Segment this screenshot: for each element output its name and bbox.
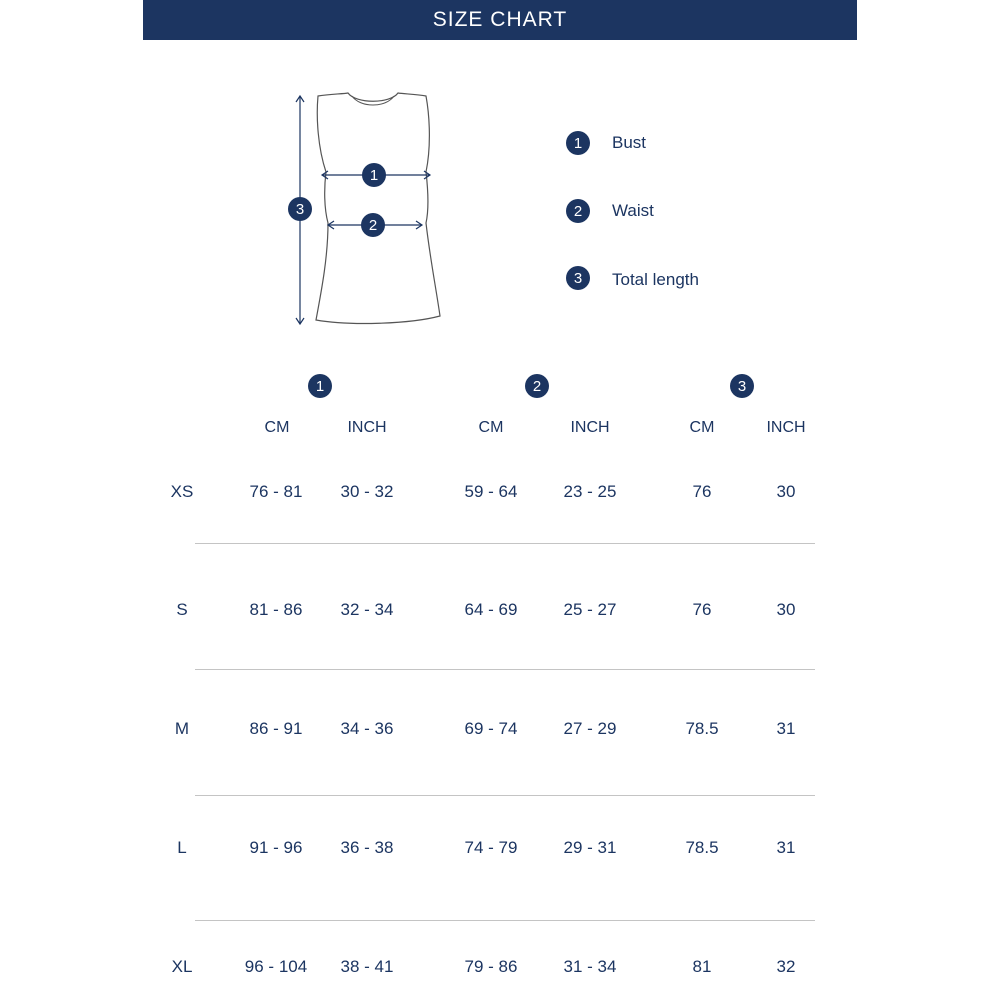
row-divider [195,920,815,921]
size-label: L [177,838,187,857]
table-cell: 74 - 79 [464,838,518,857]
size-label: XS [170,482,194,501]
table-cell: 96 - 104 [244,957,308,976]
table-cell: 81 [692,957,712,976]
table-cell: 31 - 34 [563,957,617,976]
table-cell: 76 - 81 [249,482,303,501]
table-cell: 78.5 [685,719,719,738]
table-cell: 30 [776,600,796,619]
legend-badge-waist: 2 [566,199,590,223]
table-cell: 76 [692,600,712,619]
table-cell: 34 - 36 [340,719,394,738]
legend-label-waist: Waist [612,201,654,220]
table-cell: 31 [776,719,796,738]
table-cell: 79 - 86 [464,957,518,976]
group-badge-bust: 1 [308,374,332,398]
group-badge-waist: 2 [525,374,549,398]
table-cell: 36 - 38 [340,838,394,857]
dress-outline [316,93,440,323]
page-title: SIZE CHART [432,8,568,31]
size-label: M [174,719,190,738]
size-label: XL [171,957,193,976]
unit-header: CM [478,419,504,436]
unit-header: CM [264,419,290,436]
legend-badge-bust: 1 [566,131,590,155]
table-cell: 81 - 86 [249,600,303,619]
size-label: S [176,600,188,619]
table-cell: 32 [776,957,796,976]
table-cell: 76 [692,482,712,501]
table-cell: 38 - 41 [340,957,394,976]
legend-badge-length: 3 [566,266,590,290]
table-cell: 91 - 96 [249,838,303,857]
table-cell: 32 - 34 [340,600,394,619]
row-divider [195,795,815,796]
table-cell: 59 - 64 [464,482,518,501]
row-divider [195,543,815,544]
table-cell: 23 - 25 [563,482,617,501]
table-cell: 29 - 31 [563,838,617,857]
diagram-marker-waist: 2 [361,213,385,237]
row-divider [195,669,815,670]
table-cell: 64 - 69 [464,600,518,619]
neckline [352,96,394,105]
table-cell: 86 - 91 [249,719,303,738]
table-cell: 25 - 27 [563,600,617,619]
table-cell: 27 - 29 [563,719,617,738]
table-cell: 30 [776,482,796,501]
diagram-marker-bust: 1 [362,163,386,187]
unit-header: INCH [766,419,806,436]
legend-label-bust: Bust [612,133,647,152]
table-cell: 78.5 [685,838,719,857]
unit-header: INCH [347,419,387,436]
group-badge-length: 3 [730,374,754,398]
unit-header: INCH [570,419,610,436]
diagram-marker-length: 3 [288,197,312,221]
unit-header: CM [689,419,715,436]
size-chart-header [143,0,857,40]
table-cell: 30 - 32 [340,482,394,501]
legend-label-length: Total length [612,270,699,289]
table-cell: 69 - 74 [464,719,518,738]
table-cell: 31 [776,838,796,857]
